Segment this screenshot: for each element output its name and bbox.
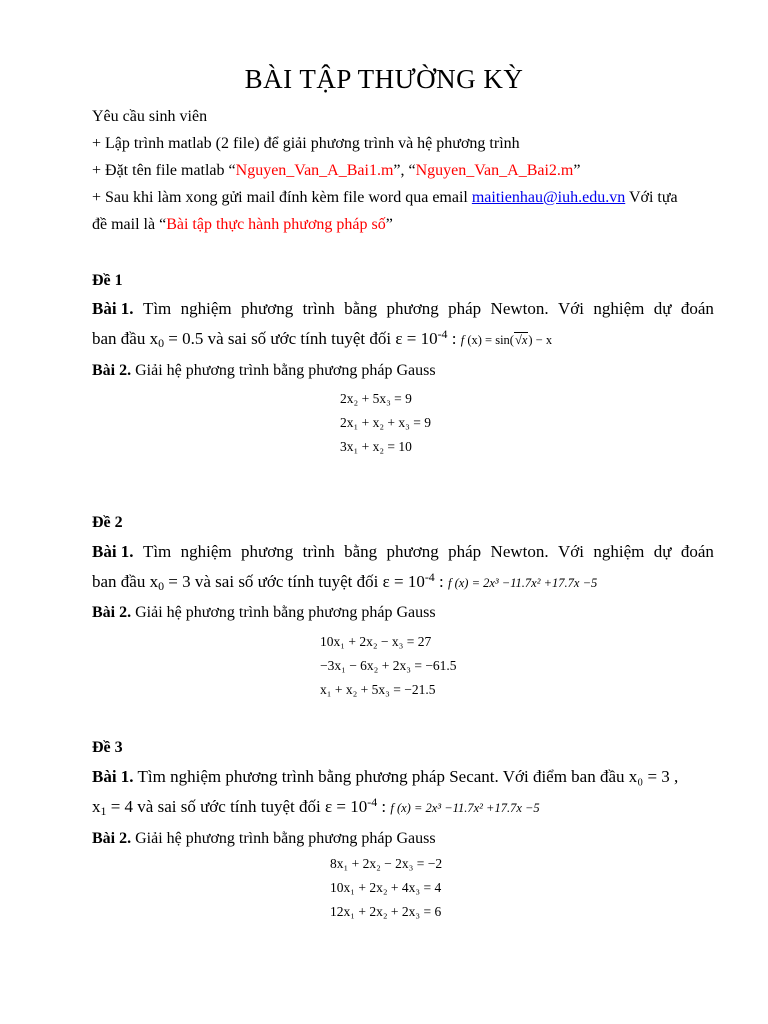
de3-eq-2: 10x₁ + 2x₂ + 4x₃ = 4 xyxy=(330,880,442,895)
de2-eq-1: 10x₁ + 2x₂ − x₃ = 27 xyxy=(320,634,432,649)
mail-subject: Bài tập thực hành phương pháp số xyxy=(166,216,386,233)
de1-eq-3: 3x₁ + x₂ = 10 xyxy=(340,439,412,454)
de1-bai2-label: Bài 2. xyxy=(92,362,132,379)
de3-bai1-line1 xyxy=(92,767,678,787)
de3-bai1-label: Bài 1. xyxy=(92,767,134,786)
de2-bai1-word: trình xyxy=(302,542,335,561)
de3-bai2-text: Giải hệ phương trình bằng phương pháp Gauss xyxy=(131,830,436,847)
de2-bai1-x-label: ban đầu x xyxy=(92,572,159,591)
de1-bai1-word: nghiệm xyxy=(180,299,232,318)
de1-f-sqrt: √x xyxy=(514,333,528,347)
matlab-file-2: Nguyen_Van_A_Bai2.m xyxy=(415,162,574,179)
de1-bai1-exp: -4 xyxy=(437,327,448,342)
intro-line-5 xyxy=(92,216,393,234)
de1-function xyxy=(461,332,552,347)
de1-f-end: ) − x xyxy=(528,333,553,347)
de3-function: f (x) = 2x³ −11.7x² +17.7x −5 xyxy=(390,801,540,815)
de1-bai2 xyxy=(92,362,436,380)
de1-bai1-word: phương xyxy=(386,299,439,318)
de2-heading: Đề 2 xyxy=(92,514,123,531)
de2-bai1-cond: = 3 và sai số ước tính tuyệt đối ε = 10 xyxy=(164,572,425,591)
de1-bai1-line1 xyxy=(92,299,714,319)
de2-bai1-word: nghiệm xyxy=(180,542,232,561)
de2-bai1-word: đoán xyxy=(680,542,714,561)
de1-bai1-word: Tìm xyxy=(142,299,172,318)
de1-bai1-x-sub: 0 xyxy=(158,335,165,350)
de1-bai2-text: Giải hệ phương trình bằng phương pháp Gauss xyxy=(131,362,436,379)
de2-eq-2: −3x₁ − 6x₂ + 2x₃ = −61.5 xyxy=(320,658,457,673)
de3-eq-1: 8x₁ + 2x₂ − 2x₃ = −2 xyxy=(330,856,443,871)
de1-bai1-word: bằng xyxy=(344,299,378,318)
de3-eq-3: 12x₁ + 2x₂ + 2x₃ = 6 xyxy=(330,904,442,919)
de2-bai2-text: Giải hệ phương trình bằng phương pháp Gauss xyxy=(131,604,436,621)
intro-line-1: Yêu cầu sinh viên xyxy=(92,108,208,125)
de1-bai1-word: Newton. xyxy=(490,299,549,318)
de2-bai1-words xyxy=(92,542,714,562)
de1-bai1-word: dự xyxy=(653,299,672,318)
de1-bai1-word: đoán xyxy=(680,299,714,318)
intro-line-4-prefix: + Sau khi làm xong gửi mail đính kèm file word qua email xyxy=(92,189,472,206)
de1-bai1-line2 xyxy=(92,329,552,349)
de1-bai1-word: pháp xyxy=(448,299,482,318)
de2-function: f (x) = 2x³ −11.7x² +17.7x −5 xyxy=(447,576,598,590)
de1-bai1-word: Với xyxy=(558,299,584,318)
de2-bai1-word: Tìm xyxy=(142,542,172,561)
de1-f-lhs: f xyxy=(460,333,465,347)
de2-bai1-word: pháp xyxy=(448,542,482,561)
intro-line-4 xyxy=(92,189,678,207)
de1-eq-1: 2x₂ + 5x₃ = 9 xyxy=(340,391,412,406)
de1-bai1-word: nghiệm xyxy=(593,299,645,318)
de3-bai1-exp: -4 xyxy=(367,795,378,810)
de2-bai1-word: phương xyxy=(386,542,439,561)
de2-bai1-line2 xyxy=(92,572,597,592)
de1-bai1-colon: : xyxy=(447,329,461,348)
de2-bai1-x-sub: 0 xyxy=(158,578,165,593)
page-title: BÀI TẬP THƯỜNG KỲ xyxy=(244,64,524,94)
intro-line-4-suffix: Với tựa xyxy=(625,189,678,206)
de2-bai1-line1 xyxy=(92,542,714,562)
de3-bai2-label: Bài 2. xyxy=(92,830,132,847)
de3-bai1-text: Tìm nghiệm phương trình bằng phương pháp Secant. Với điểm ban đầu x₀ = 3 , xyxy=(137,767,679,786)
de2-bai1-word: Newton. xyxy=(490,542,549,561)
de3-bai1-x-sub: 1 xyxy=(100,803,107,818)
de2-bai1-label: Bài 1. xyxy=(92,542,134,561)
de3-bai1-cond: = 4 và sai số ước tính tuyệt đối ε = 10 xyxy=(106,797,368,816)
de1-f-mid: (x) = sin( xyxy=(464,333,514,347)
intro-line-3 xyxy=(92,162,580,180)
de2-eq-3: x₁ + x₂ + 5x₃ = −21.5 xyxy=(320,682,436,697)
intro-line-3-prefix: + Đặt tên file matlab “ xyxy=(92,162,236,179)
de1-bai1-cond: = 0.5 và sai số ước tính tuyệt đối ε = 10 xyxy=(164,329,438,348)
de1-heading: Đề 1 xyxy=(92,272,123,289)
de1-f-sqrt-arg: x xyxy=(521,333,528,347)
de2-bai2 xyxy=(92,604,436,622)
intro-line-5-end: ” xyxy=(385,216,393,233)
de2-bai1-word: bằng xyxy=(344,542,378,561)
intro-line-5-prefix: đề mail là “ xyxy=(92,216,167,233)
de1-bai1-words xyxy=(92,299,714,319)
de2-bai2-label: Bài 2. xyxy=(92,604,132,621)
de3-bai1-colon: : xyxy=(377,797,391,816)
de1-bai1-x-label: ban đầu x xyxy=(92,329,159,348)
de3-bai2 xyxy=(92,830,436,848)
de1-bai1-label: Bài 1. xyxy=(92,299,134,318)
de3-bai1-x-label: x xyxy=(92,797,101,816)
de2-bai1-word: phương xyxy=(241,542,294,561)
de1-eq-2: 2x₁ + x₂ + x₃ = 9 xyxy=(340,415,431,430)
intro-line-3-mid: ”, “ xyxy=(393,162,416,179)
de1-bai1-word: phương xyxy=(241,299,294,318)
de3-bai1-line2 xyxy=(92,797,540,817)
de3-heading: Đề 3 xyxy=(92,739,123,756)
de2-bai1-word: dự xyxy=(653,542,672,561)
matlab-file-1: Nguyen_Van_A_Bai1.m xyxy=(235,162,394,179)
de2-bai1-word: nghiệm xyxy=(593,542,645,561)
intro-line-3-end: ” xyxy=(573,162,581,179)
de2-bai1-word: Với xyxy=(558,542,584,561)
email-link[interactable]: maitienhau@iuh.edu.vn xyxy=(471,189,626,206)
de1-bai1-word: trình xyxy=(302,299,335,318)
de2-bai1-exp: -4 xyxy=(424,570,435,585)
de2-bai1-colon: : xyxy=(434,572,448,591)
intro-line-2: + Lập trình matlab (2 file) để giải phương trình và hệ phương trình xyxy=(92,135,520,152)
